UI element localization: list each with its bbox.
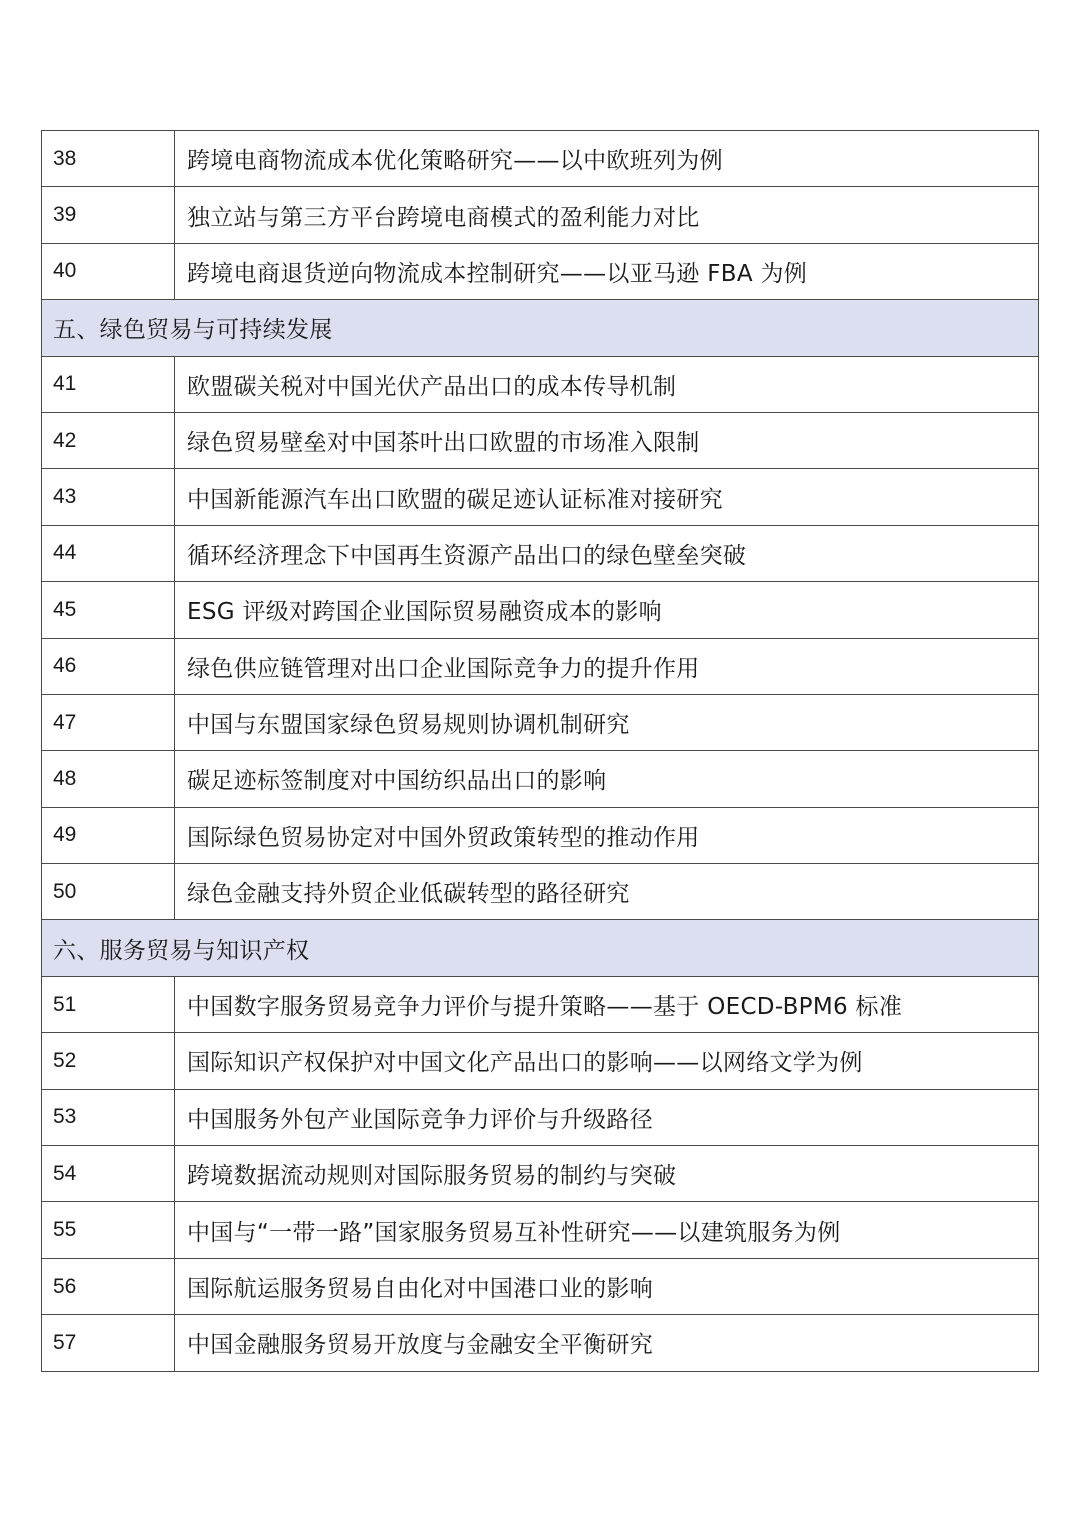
topic-number: 38: [42, 131, 175, 187]
table-row: [42, 243, 1039, 299]
topic-title: 国际知识产权保护对中国文化产品出口的影响——以网络文学为例: [175, 1033, 1039, 1089]
topic-number: 50: [42, 864, 175, 920]
topic-title: 循环经济理念下中国再生资源产品出口的绿色壁垒突破: [175, 525, 1039, 581]
table-row: [42, 1258, 1039, 1314]
topic-number: 41: [42, 356, 175, 412]
topic-number: 42: [42, 412, 175, 468]
topic-table-body: [42, 131, 1039, 1372]
topic-number: 53: [42, 1089, 175, 1145]
table-row: [42, 131, 1039, 187]
topic-title: 跨境电商物流成本优化策略研究——以中欧班列为例: [175, 131, 1039, 187]
topic-number: 54: [42, 1146, 175, 1202]
topic-title: 欧盟碳关税对中国光伏产品出口的成本传导机制: [175, 356, 1039, 412]
topic-title: 中国金融服务贸易开放度与金融安全平衡研究: [175, 1315, 1039, 1371]
topic-number: 57: [42, 1315, 175, 1371]
topic-number: 45: [42, 582, 175, 638]
table-row: [42, 1089, 1039, 1145]
topic-title: 国际绿色贸易协定对中国外贸政策转型的推动作用: [175, 807, 1039, 863]
table-row: [42, 469, 1039, 525]
topic-number: 49: [42, 807, 175, 863]
topic-number: 40: [42, 243, 175, 299]
topic-title: 中国与东盟国家绿色贸易规则协调机制研究: [175, 694, 1039, 750]
table-row: [42, 582, 1039, 638]
table-row: [42, 807, 1039, 863]
table-row: [42, 356, 1039, 412]
table-row: [42, 1315, 1039, 1371]
table-row: [42, 525, 1039, 581]
topic-table: [41, 130, 1039, 1372]
topic-number: 39: [42, 187, 175, 243]
table-row: [42, 1033, 1039, 1089]
topic-number: 56: [42, 1258, 175, 1314]
section-header: 五、绿色贸易与可持续发展: [42, 300, 1039, 356]
table-row: [42, 976, 1039, 1032]
topic-title: 绿色贸易壁垒对中国茶叶出口欧盟的市场准入限制: [175, 412, 1039, 468]
table-row: [42, 412, 1039, 468]
section-header: 六、服务贸易与知识产权: [42, 920, 1039, 976]
topic-title: 中国服务外包产业国际竞争力评价与升级路径: [175, 1089, 1039, 1145]
topic-number: 44: [42, 525, 175, 581]
topic-number: 46: [42, 638, 175, 694]
topic-number: 55: [42, 1202, 175, 1258]
topic-title: 绿色供应链管理对出口企业国际竞争力的提升作用: [175, 638, 1039, 694]
topic-number: 52: [42, 1033, 175, 1089]
topic-title: 国际航运服务贸易自由化对中国港口业的影响: [175, 1258, 1039, 1314]
table-row: [42, 1202, 1039, 1258]
topic-number: 47: [42, 694, 175, 750]
topic-title: 跨境数据流动规则对国际服务贸易的制约与突破: [175, 1146, 1039, 1202]
table-row: [42, 694, 1039, 750]
topic-number: 51: [42, 976, 175, 1032]
topic-title: 中国新能源汽车出口欧盟的碳足迹认证标准对接研究: [175, 469, 1039, 525]
table-row: [42, 1146, 1039, 1202]
section-header-row: [42, 300, 1039, 356]
topic-title: 跨境电商退货逆向物流成本控制研究——以亚马逊 FBA 为例: [175, 243, 1039, 299]
topic-title: ESG 评级对跨国企业国际贸易融资成本的影响: [175, 582, 1039, 638]
topic-title: 独立站与第三方平台跨境电商模式的盈利能力对比: [175, 187, 1039, 243]
topic-title: 中国数字服务贸易竞争力评价与提升策略——基于 OECD-BPM6 标准: [175, 976, 1039, 1032]
table-row: [42, 751, 1039, 807]
topic-number: 48: [42, 751, 175, 807]
topic-title: 绿色金融支持外贸企业低碳转型的路径研究: [175, 864, 1039, 920]
table-row: [42, 638, 1039, 694]
topic-title: 碳足迹标签制度对中国纺织品出口的影响: [175, 751, 1039, 807]
table-row: [42, 864, 1039, 920]
topic-title: 中国与“一带一路”国家服务贸易互补性研究——以建筑服务为例: [175, 1202, 1039, 1258]
table-row: [42, 187, 1039, 243]
section-header-row: [42, 920, 1039, 976]
topic-number: 43: [42, 469, 175, 525]
